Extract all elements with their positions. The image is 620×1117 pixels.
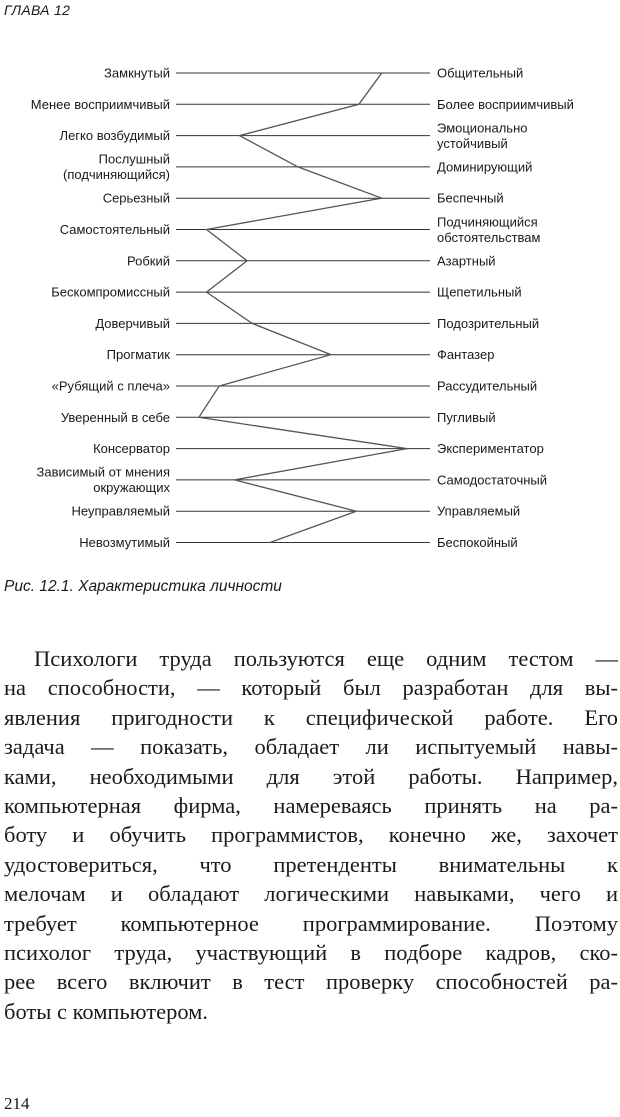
trait-right-label: обстоятельствам xyxy=(437,229,541,245)
trait-left-label: Неуправляемый xyxy=(71,503,170,519)
body-line: компьютерная фирма, намереваясь принять на ра- xyxy=(4,793,618,819)
body-line: ками, необходимыми для этой работы. Например, xyxy=(4,763,618,789)
trait-right-label: Эмоционально xyxy=(437,120,528,136)
trait-right-label: Управляемый xyxy=(437,503,521,519)
body-line: явления пригодности к специфической работе. Его xyxy=(4,704,618,730)
trait-right-label: устойчивый xyxy=(437,135,508,151)
body-line: мелочам и обладают логическими навыками, чего и xyxy=(4,881,618,907)
trait-right-label: Экспериментатор xyxy=(437,441,544,457)
personality-profile-chart xyxy=(0,55,620,565)
trait-right-label: Щепетильный xyxy=(437,284,522,300)
trait-left-label: Консерватор xyxy=(93,441,170,457)
trait-right-label: Общительный xyxy=(437,65,524,81)
body-line: Психологи труда пользуются еще одним тестом — xyxy=(34,646,618,671)
body-line: психолог труда, участвующий в подборе кадров, ско- xyxy=(4,940,618,966)
body-line: боты с компьютером. xyxy=(4,998,209,1024)
trait-left-label: «Рубящий с плеча» xyxy=(51,378,170,394)
trait-right-label: Подозрительный xyxy=(437,315,540,331)
trait-left-label: Доверчивый xyxy=(95,315,170,331)
figure-caption: Рис. 12.1. Характеристика личности xyxy=(4,578,282,595)
body-paragraph xyxy=(4,644,618,1026)
trait-right-label: Самодостаточный xyxy=(437,472,548,488)
body-line: задача — показать, обладает ли испытуемый навы- xyxy=(4,734,618,760)
page-number: 214 xyxy=(4,1094,30,1113)
trait-right-label: Рассудительный xyxy=(437,378,538,394)
trait-right-label: Фантазер xyxy=(437,347,495,363)
trait-left-label: Серьезный xyxy=(102,190,170,206)
trait-right-label: Доминирующий xyxy=(437,159,533,175)
trait-left-label: Зависимый от мнения xyxy=(36,464,170,480)
trait-right-label: Беспокойный xyxy=(437,535,518,550)
trait-left-label: Послушный xyxy=(98,151,170,167)
trait-left-label: Замкнутый xyxy=(104,65,170,81)
trait-left-label: Самостоятельный xyxy=(59,222,170,237)
trait-right-label: Азартный xyxy=(437,253,496,269)
body-line: требует компьютерное программирование. Поэтому xyxy=(4,910,618,936)
body-line: удостовериться, что претенденты внимательны к xyxy=(4,851,618,877)
chapter-header: ГЛАВА 12 xyxy=(4,2,71,18)
trait-left-label: Менее восприимчивый xyxy=(30,96,170,112)
trait-left-label: Бескомпромиссный xyxy=(51,284,170,300)
trait-left-label: Невозмутимый xyxy=(79,535,170,550)
body-line: рее всего включит в тест проверку способностей ра- xyxy=(4,969,618,995)
trait-left-label: Легко возбудимый xyxy=(59,128,170,144)
trait-right-label: Подчиняющийся xyxy=(437,214,538,230)
trait-left-label: Прогматик xyxy=(106,347,170,363)
trait-left-label: Уверенный в себе xyxy=(60,409,170,425)
trait-left-label: (подчиняющийся) xyxy=(63,167,170,183)
trait-left-label: Робкий xyxy=(127,253,170,269)
trait-right-label: Беспечный xyxy=(437,190,504,206)
body-line: боту и обучить программистов, конечно же, захочет xyxy=(4,822,618,848)
trait-right-label: Более восприимчивый xyxy=(437,96,574,112)
body-line: на способности, — который был разработан для вы- xyxy=(4,675,618,701)
trait-left-label: окружающих xyxy=(93,480,170,496)
trait-right-label: Пугливый xyxy=(437,409,496,425)
profile-line xyxy=(199,73,407,543)
